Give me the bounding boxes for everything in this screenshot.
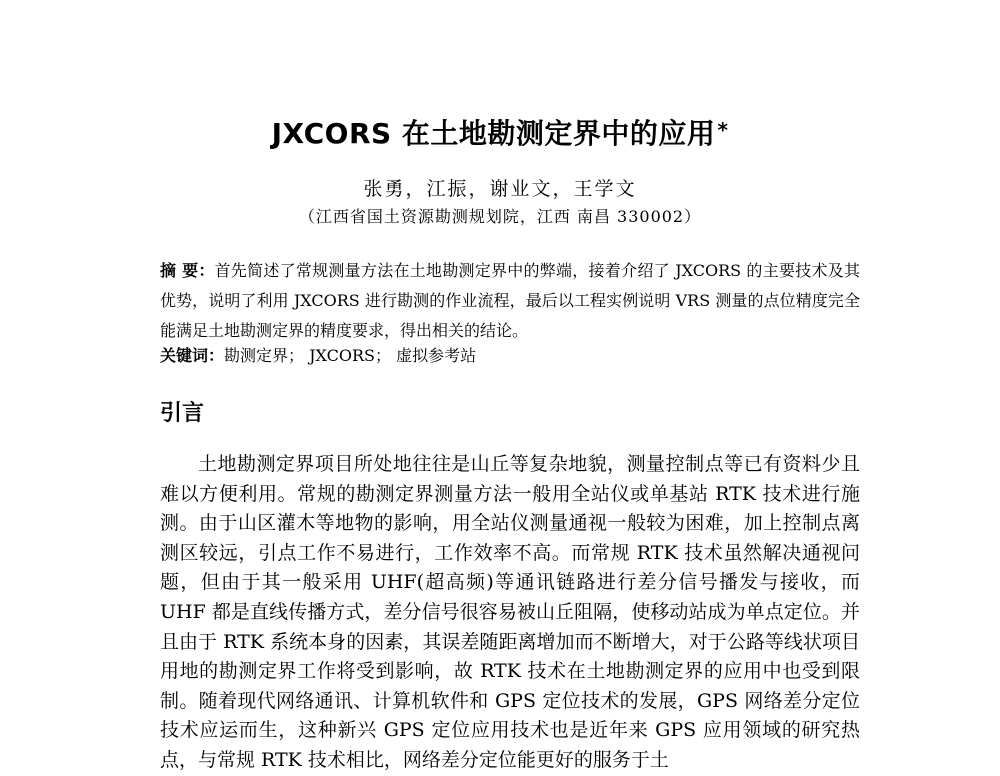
abstract-text: 首先简述了常规测量方法在土地勘测定界中的弊端，接着介绍了 JXCORS 的主要技术及其优势，说明了利用 JXCORS 进行勘测的作业流程，最后以工程实例说明 VRS 测量的点位精度完全能满足土地勘测定界的精度要求，得出相关的结论。 [160, 261, 860, 340]
body-paragraph: 土地勘测定界项目所处地往往是山丘等复杂地貌，测量控制点等已有资料少且难以方便利用。常规的勘测定界测量方法一般用全站仪或单基站 RTK 技术进行施测。由于山区灌木等地物的影响，用全站仪测量通视一般较为困难，加上控制点离测区较远，引点工作不易进行，工作效率不高。而常规 RTK 技术虽然解决通视问题，但由于其一般采用 UHF(超高频)等通讯链路进行差分信号播发与接收，而 UHF 都是直线传播方式，差分信号很容易被山丘阻隔，使移动站成为单点定位。并且由于 RTK 系统本身的因素，其误差随距离增加而不断增大，对于公路等线状项目用地的勘测定界工作将受到影响，故 RTK 技术在土地勘测定界的应用中也受到限制。随着现代网络通讯、计算机软件和 GPS 定位技术的发展，GPS 网络差分定位技术应运而生，这种新兴 GPS 定位应用技术也是近年来 GPS 应用领域的研究热点，与常规 RTK 技术相比，网络差分定位能更好的服务于土 [160, 453, 860, 771]
keywords-text: 勘测定界； JXCORS； 虚拟参考站 [224, 346, 477, 365]
abstract [160, 256, 860, 346]
abstract-label: 摘 要： [160, 261, 215, 280]
paper-title [0, 112, 1000, 152]
keywords-label: 关键词： [160, 346, 225, 365]
paper-title-text: JXCORS 在土地勘测定界中的应用 [271, 117, 716, 150]
keywords [160, 344, 860, 368]
title-footnote-mark: * [717, 118, 729, 142]
affiliation: （江西省国土资源勘测规划院，江西 南昌 330002） [298, 207, 702, 226]
section-heading: 引言 [160, 401, 205, 426]
author-list: 张勇，江振，谢业文，王学文 [363, 178, 637, 200]
